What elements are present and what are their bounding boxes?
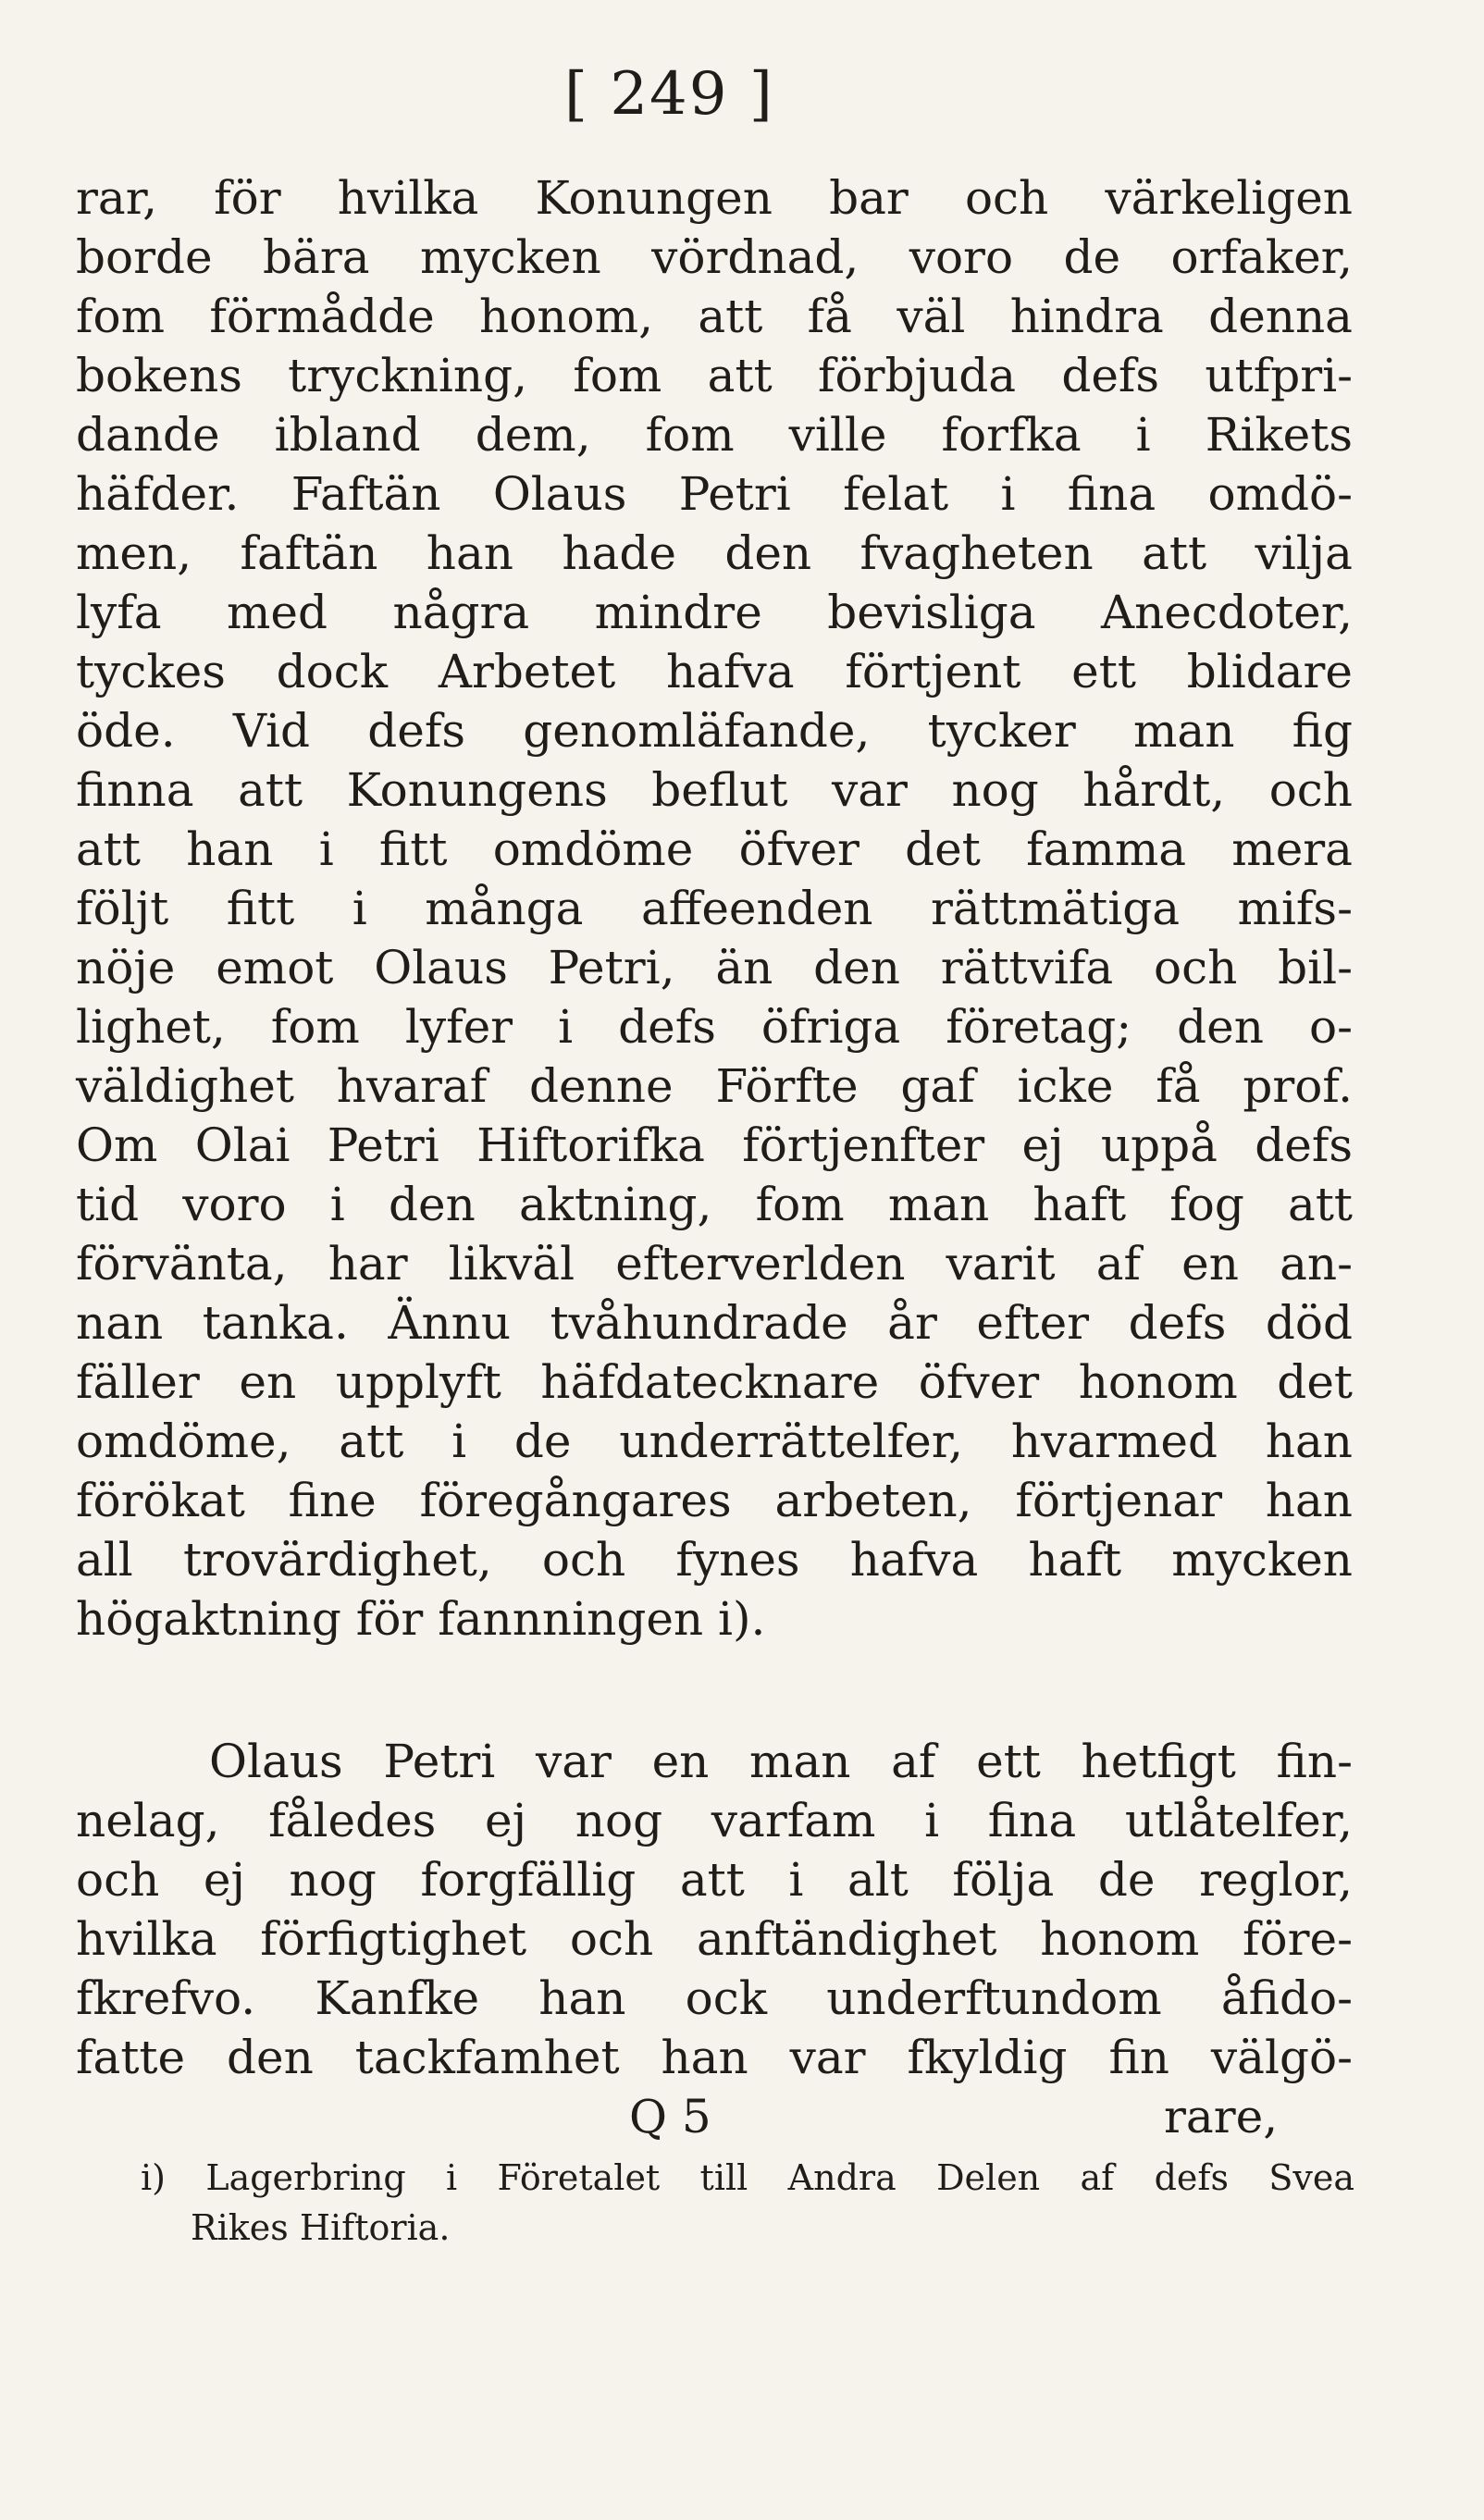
text-line: öde. Vid defs genomläfande, tycker man fig (76, 704, 1353, 758)
text-line: väldighet hvaraf denne Förfte gaf icke få prof. (76, 1059, 1353, 1113)
footnote-line: i) Lagerbring i Företalet till Andra Delen af defs Svea (141, 2157, 1354, 2198)
text-line: tyckes dock Arbetet hafva förtjent ett blidare (76, 645, 1353, 698)
text-line: fatte den tackfamhet han var fkyldig fin välgö- (76, 2031, 1353, 2084)
text-line: rar, för hvilka Konungen bar och värkeligen (76, 171, 1353, 225)
text-line: fkrefvo. Kanfke han ock underftundom åfido- (76, 1971, 1353, 2025)
text-line: att han i fitt omdöme öfver det famma mera (76, 822, 1353, 876)
text-line: all trovärdighet, och fynes hafva haft mycken (76, 1533, 1353, 1587)
text-line: förökat fine föregångares arbeten, förtjenar han (76, 1474, 1353, 1527)
text-line: nelag, fåledes ej nog varfam i fina utlåtelfer, (76, 1794, 1353, 1847)
text-line: nan tanka. Ännu tvåhundrade år efter defs död (76, 1296, 1353, 1350)
text-line: följt fitt i många affeenden rättmätiga mifs- (76, 882, 1353, 935)
text-line: omdöme, att i de underrättelfer, hvarmed han (76, 1414, 1353, 1468)
text-line: hvilka förfigtighet och anftändighet honom före- (76, 1912, 1353, 1966)
text-line: fäller en upplyft häfdatecknare öfver honom det (76, 1355, 1353, 1409)
text-line: lyfa med några mindre bevisliga Anecdoter, (76, 586, 1353, 639)
text-line: högaktning för fannningen i). (76, 1592, 766, 1646)
text-line: Olaus Petri var en man af ett hetfigt fin- (209, 1735, 1353, 1788)
text-line: bokens tryckning, fom att förbjuda defs utfpri- (76, 349, 1353, 402)
text-line: nöje emot Olaus Petri, än den rättvifa och bil- (76, 941, 1353, 994)
text-line: finna att Konungens beflut var nog hårdt, och (76, 763, 1353, 817)
text-line: häfder. Faftän Olaus Petri felat i fina omdö- (76, 467, 1353, 521)
text-line: fom förmådde honom, att få väl hindra denna (76, 290, 1353, 343)
text-line: tid voro i den aktning, fom man haft fog att (76, 1178, 1353, 1231)
text-line: Om Olai Petri Hiftorifka förtjenfter ej uppå defs (76, 1118, 1353, 1172)
text-line: dande ibland dem, fom ville forfka i Rikets (76, 408, 1353, 462)
signature-mark: Q 5 (629, 2090, 711, 2143)
footnote-line: Rikes Hiftoria. (191, 2207, 451, 2248)
text-line: förvänta, har likväl efterverlden varit af en an- (76, 1237, 1353, 1291)
catchword: rare, (1164, 2090, 1279, 2143)
text-line: borde bära mycken vördnad, voro de orfaker, (76, 230, 1353, 284)
text-line: lighet, fom lyfer i defs öfriga företag; den o- (76, 1000, 1353, 1054)
text-line: men, faftän han hade den fvagheten att vilja (76, 526, 1353, 580)
page-number: [ 249 ] (564, 60, 774, 129)
text-line: och ej nog forgfällig att i alt följa de reglor, (76, 1853, 1353, 1907)
